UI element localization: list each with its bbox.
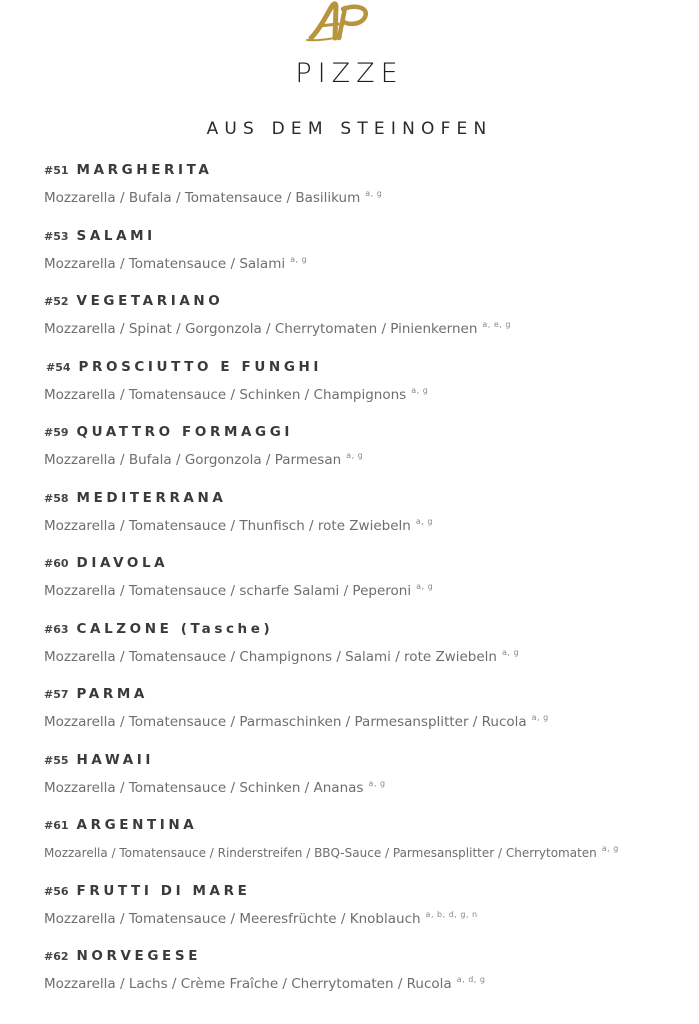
description-text: Mozzarella / Lachs / Crème Fraîche / Cherrytomaten / Rucola bbox=[44, 976, 452, 992]
item-description bbox=[44, 451, 363, 468]
description-text: Mozzarella / Bufala / Tomatensauce / Basilikum bbox=[44, 190, 361, 206]
item-description bbox=[44, 255, 307, 272]
item-name: PROSCIUTTO E FUNGHI bbox=[78, 358, 323, 375]
ap-monogram-logo-icon bbox=[305, 0, 371, 44]
menu-item bbox=[44, 293, 684, 359]
menu-list bbox=[44, 162, 684, 1014]
description-text: Mozzarella / Tomatensauce / Rinderstreifen / BBQ-Sauce / Parmesansplitter / Cherrytomaten bbox=[44, 846, 597, 860]
allergen-codes: a, d, g bbox=[456, 975, 486, 984]
allergen-codes: a, g bbox=[346, 451, 364, 460]
menu-item bbox=[44, 686, 684, 752]
description-text: Mozzarella / Tomatensauce / scharfe Salami / Peperoni bbox=[44, 583, 412, 599]
menu-item bbox=[44, 883, 684, 949]
item-description bbox=[44, 517, 433, 534]
menu-item bbox=[44, 621, 684, 687]
item-number: #63 bbox=[44, 622, 69, 636]
item-name: MARGHERITA bbox=[76, 162, 213, 178]
allergen-codes: a, g bbox=[368, 778, 386, 788]
item-number: #54 bbox=[46, 360, 71, 374]
allergen-codes: a, g bbox=[411, 385, 429, 395]
item-number: #52 bbox=[44, 295, 69, 308]
item-description bbox=[44, 582, 433, 599]
description-text: Mozzarella / Tomatensauce / Schinken / Champignons bbox=[44, 386, 407, 403]
menu-item bbox=[44, 162, 684, 228]
item-description bbox=[44, 189, 382, 206]
allergen-codes: a, b, d, g, n bbox=[425, 909, 478, 919]
item-number: #53 bbox=[44, 229, 69, 243]
menu-item bbox=[44, 424, 684, 490]
description-text: Mozzarella / Tomatensauce / Meeresfrüchte / Knoblauch bbox=[44, 910, 421, 927]
item-name: MEDITERRANA bbox=[76, 489, 227, 506]
item-number: #58 bbox=[44, 491, 69, 505]
item-name: VEGETARIANO bbox=[76, 293, 224, 309]
menu-item bbox=[44, 817, 684, 883]
description-text: Mozzarella / Tomatensauce / Schinken / Ananas bbox=[44, 779, 364, 796]
item-number: #55 bbox=[44, 753, 69, 767]
menu-item bbox=[44, 228, 684, 294]
allergen-codes: a, g bbox=[502, 647, 520, 657]
allergen-codes: a, e, g bbox=[482, 320, 511, 329]
item-name: QUATTRO FORMAGGI bbox=[76, 424, 294, 440]
item-number: #51 bbox=[44, 164, 69, 177]
item-name: SALAMI bbox=[76, 227, 156, 244]
allergen-codes: a, g bbox=[365, 189, 383, 198]
menu-item bbox=[44, 490, 684, 556]
description-text: Mozzarella / Tomatensauce / Salami bbox=[44, 255, 286, 272]
item-name: HAWAII bbox=[76, 751, 155, 768]
item-name: NORVEGESE bbox=[76, 948, 202, 964]
item-number: #59 bbox=[44, 426, 69, 439]
description-text: Mozzarella / Tomatensauce / Parmaschinken / Parmesansplitter / Rucola bbox=[44, 714, 527, 730]
item-description bbox=[44, 975, 485, 992]
description-text: Mozzarella / Spinat / Gorgonzola / Cherrytomaten / Pinienkernen bbox=[44, 321, 478, 337]
item-name: ARGENTINA bbox=[76, 817, 198, 833]
item-description bbox=[44, 386, 428, 403]
page-title: PIZZE bbox=[295, 58, 404, 89]
item-description bbox=[44, 648, 519, 665]
item-number: #56 bbox=[44, 884, 69, 898]
description-text: Mozzarella / Tomatensauce / Champignons / Salami / rote Zwiebeln bbox=[44, 648, 497, 665]
item-name: FRUTTI DI MARE bbox=[76, 882, 251, 899]
item-number: #62 bbox=[44, 950, 69, 963]
allergen-codes: a, g bbox=[416, 582, 434, 591]
item-description bbox=[44, 713, 549, 730]
menu-item bbox=[44, 752, 684, 818]
description-text: Mozzarella / Bufala / Gorgonzola / Parmesan bbox=[44, 452, 342, 468]
allergen-codes: a, g bbox=[531, 713, 549, 722]
item-name: CALZONE (Tasche) bbox=[76, 620, 274, 637]
item-name: PARMA bbox=[76, 686, 148, 702]
item-number: #57 bbox=[44, 688, 69, 701]
item-name: DIAVOLA bbox=[76, 555, 169, 571]
allergen-codes: a, g bbox=[601, 844, 619, 853]
item-description bbox=[44, 320, 511, 337]
allergen-codes: a, g bbox=[415, 516, 433, 526]
description-text: Mozzarella / Tomatensauce / Thunfisch / rote Zwiebeln bbox=[44, 517, 411, 534]
section-subtitle: AUS DEM STEINOFEN bbox=[206, 119, 493, 139]
menu-item bbox=[44, 359, 684, 425]
menu-item bbox=[44, 555, 684, 621]
allergen-codes: a, g bbox=[290, 254, 308, 264]
item-number: #61 bbox=[44, 819, 69, 832]
item-description bbox=[44, 910, 478, 927]
item-description bbox=[44, 779, 386, 796]
item-number: #60 bbox=[44, 557, 69, 570]
item-description bbox=[44, 844, 619, 860]
menu-item bbox=[44, 948, 684, 1014]
